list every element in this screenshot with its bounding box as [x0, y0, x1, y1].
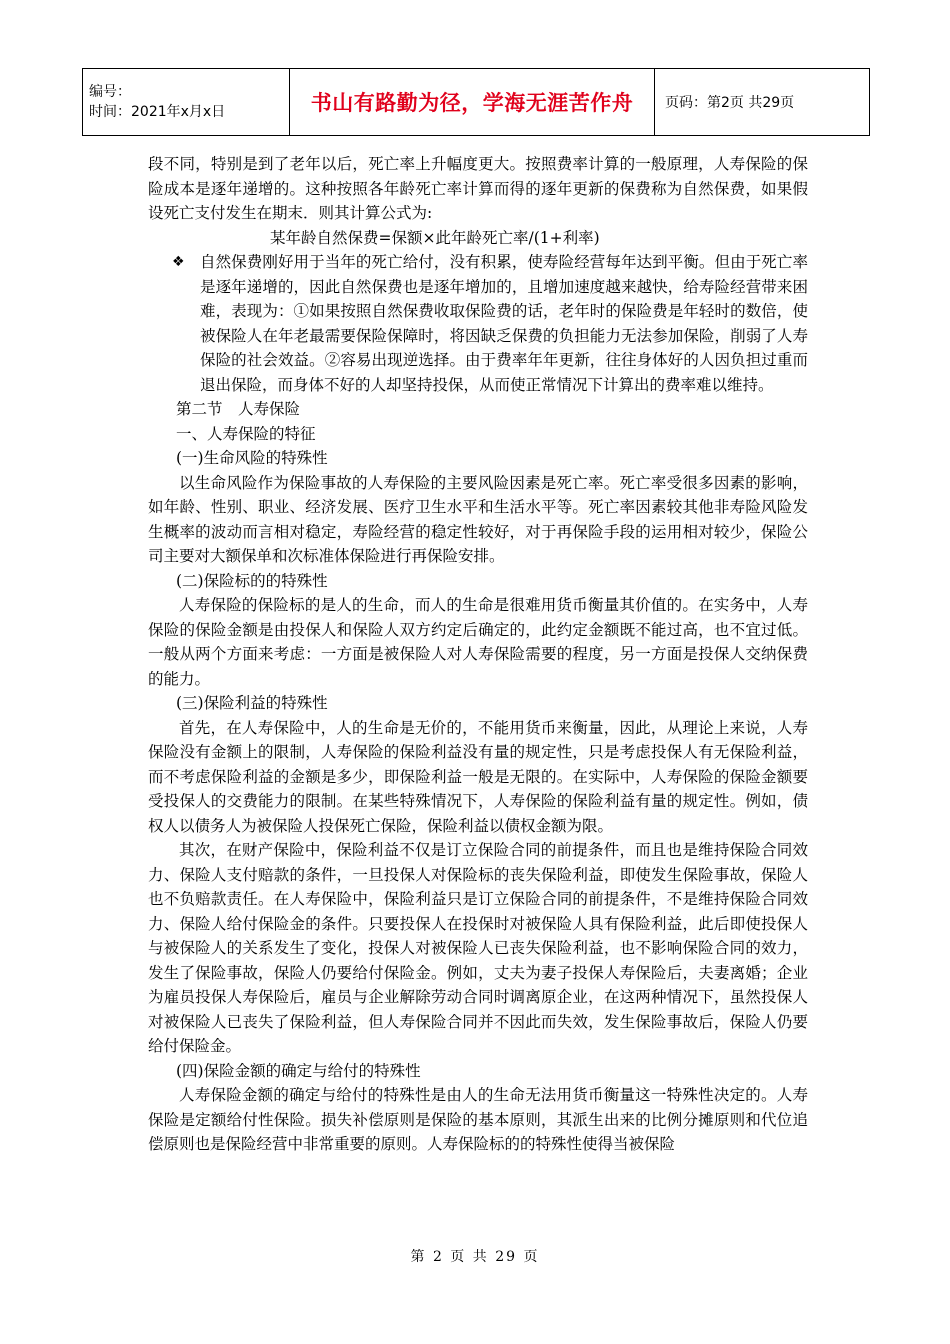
section-heading: 第二节 人寿保险	[176, 400, 301, 418]
paragraph: 以生命风险作为保险事故的人寿保险的主要风险因素是死亡率。死亡率受很多因素的影响，如年龄、性别、职业、经济发展、医疗卫生水平和生活水平等。死亡率因素较其他非寿险风险发生概率的波动而言相对稳定，寿险经营的稳定性较好，对于再保险手段的运用相对较少，保险公司主要对大额保单和次标准体保险进行再保险安排。	[148, 473, 808, 565]
paragraph: 首先，在人寿保险中，人的生命是无价的，不能用货币来衡量，因此，从理论上来说，人寿保险没有金额上的限制，人寿保险的保险利益没有量的规定性，只是考虑投保人有无保险利益，而不考虑保险利益的金额是多少，即保险利益一般是无限的。在实际中，人寿保险的保险金额要受投保人的交费能力的限制。在某些特殊情况下，人寿保险的保险利益有量的规定性。例如，债权人以债务人为被保险人投保死亡保险，保险利益以债权金额为限。	[148, 718, 808, 835]
subheading-4: (四)保险金额的确定与给付的特殊性	[176, 1061, 421, 1080]
bullet-text: 自然保费刚好用于当年的死亡给付，没有积累，使寿险经营每年达到平衡。但由于死亡率是逐年递增的，因此自然保费也是逐年增加的，且增加速度越来越快，给寿险经营带来困难，表现为：①如果按照自然保费收取保险费的话，老年时的保险费是年轻时的数倍，使被保险人在年老最需要保险保障时，将因缺乏保费的负担能力无法参加保险，削弱了人寿保险的社会效益。②容易出现逆选择。由于费率年年更新，往往身体好的人因负担过重而退出保险，而身体不好的人却坚持投保，从而使正常情况下计算出的费率难以维持。	[200, 253, 808, 394]
document-body	[148, 152, 808, 1157]
header-page-info: 页码：第2页 共29页	[655, 69, 870, 136]
page-footer: 第 2 页 共 29 页	[410, 1249, 540, 1265]
bullet-paragraph	[148, 250, 808, 397]
time-label: 时间：2021年x月x日	[89, 104, 226, 120]
paragraph: 人寿保险的保险标的是人的生命，而人的生命是很难用货币衡量其价值的。在实务中，人寿保险的保险金额是由投保人和保险人双方约定后确定的，此约定金额既不能过高，也不宜过低。一般从两个方面来考虑：一方面是被保险人对人寿保险需要的程度，另一方面是投保人交纳保费的能力。	[148, 596, 808, 688]
paragraph: 人寿保险金额的确定与给付的特殊性是由人的生命无法用货币衡量这一特殊性决定的。人寿保险是定额给付性保险。损失补偿原则是保险的基本原则，其派生出来的比例分摊原则和代位追偿原则也是保险经营中非常重要的原则。人寿保险标的的特殊性使得当被保险	[148, 1086, 808, 1153]
paragraph: 段不同，特别是到了老年以后，死亡率上升幅度更大。按照费率计算的一般原理，人寿保险的保险成本是逐年递增的。这种按照各年龄死亡率计算而得的逐年更新的保费称为自然保费，如果假设死亡支付发生在期末．则其计算公式为:	[148, 155, 808, 222]
paragraph: 其次，在财产保险中，保险利益不仅是订立保险合同的前提条件，而且也是维持保险合同效力、保险人支付赔款的条件，一旦投保人对保险标的丧失保险利益，即使发生保险事故，保险人也不负赔款责任。在人寿保险中，保险利益只是订立保险合同的前提条件，不是维持保险合同效力、保险人给付保险金的条件。只要投保人在投保时对被保险人具有保险利益，此后即使投保人与被保险人的关系发生了变化，投保人对被保险人已丧失保险利益，也不影响保险合同的效力，发生了保险事故，保险人仍要给付保险金。例如，丈夫为妻子投保人寿保险后，夫妻离婚；企业为雇员投保人寿保险后，雇员与企业解除劳动合同时调离原企业，在这两种情况下，虽然投保人对被保险人已丧失了保险利益，但人寿保险合同并不因此而失效，发生保险事故后，保险人仍要给付保险金。	[148, 841, 808, 1055]
formula: 某年龄自然保费=保额×此年龄死亡率/(1+利率)	[270, 228, 600, 247]
heading-1: 一、人寿保险的特征	[176, 424, 316, 443]
number-label: 编号：	[89, 84, 131, 100]
subheading-3: (三)保险利益的特殊性	[176, 694, 328, 712]
subheading-1: (一)生命风险的特殊性	[176, 449, 328, 467]
header-motto: 书山有路勤为径，学海无涯苦作舟	[290, 69, 655, 136]
header-table	[82, 68, 870, 136]
diamond-bullet-icon: ❖	[172, 254, 185, 270]
subheading-2: (二)保险标的的特殊性	[176, 571, 328, 590]
header-meta	[83, 69, 290, 136]
